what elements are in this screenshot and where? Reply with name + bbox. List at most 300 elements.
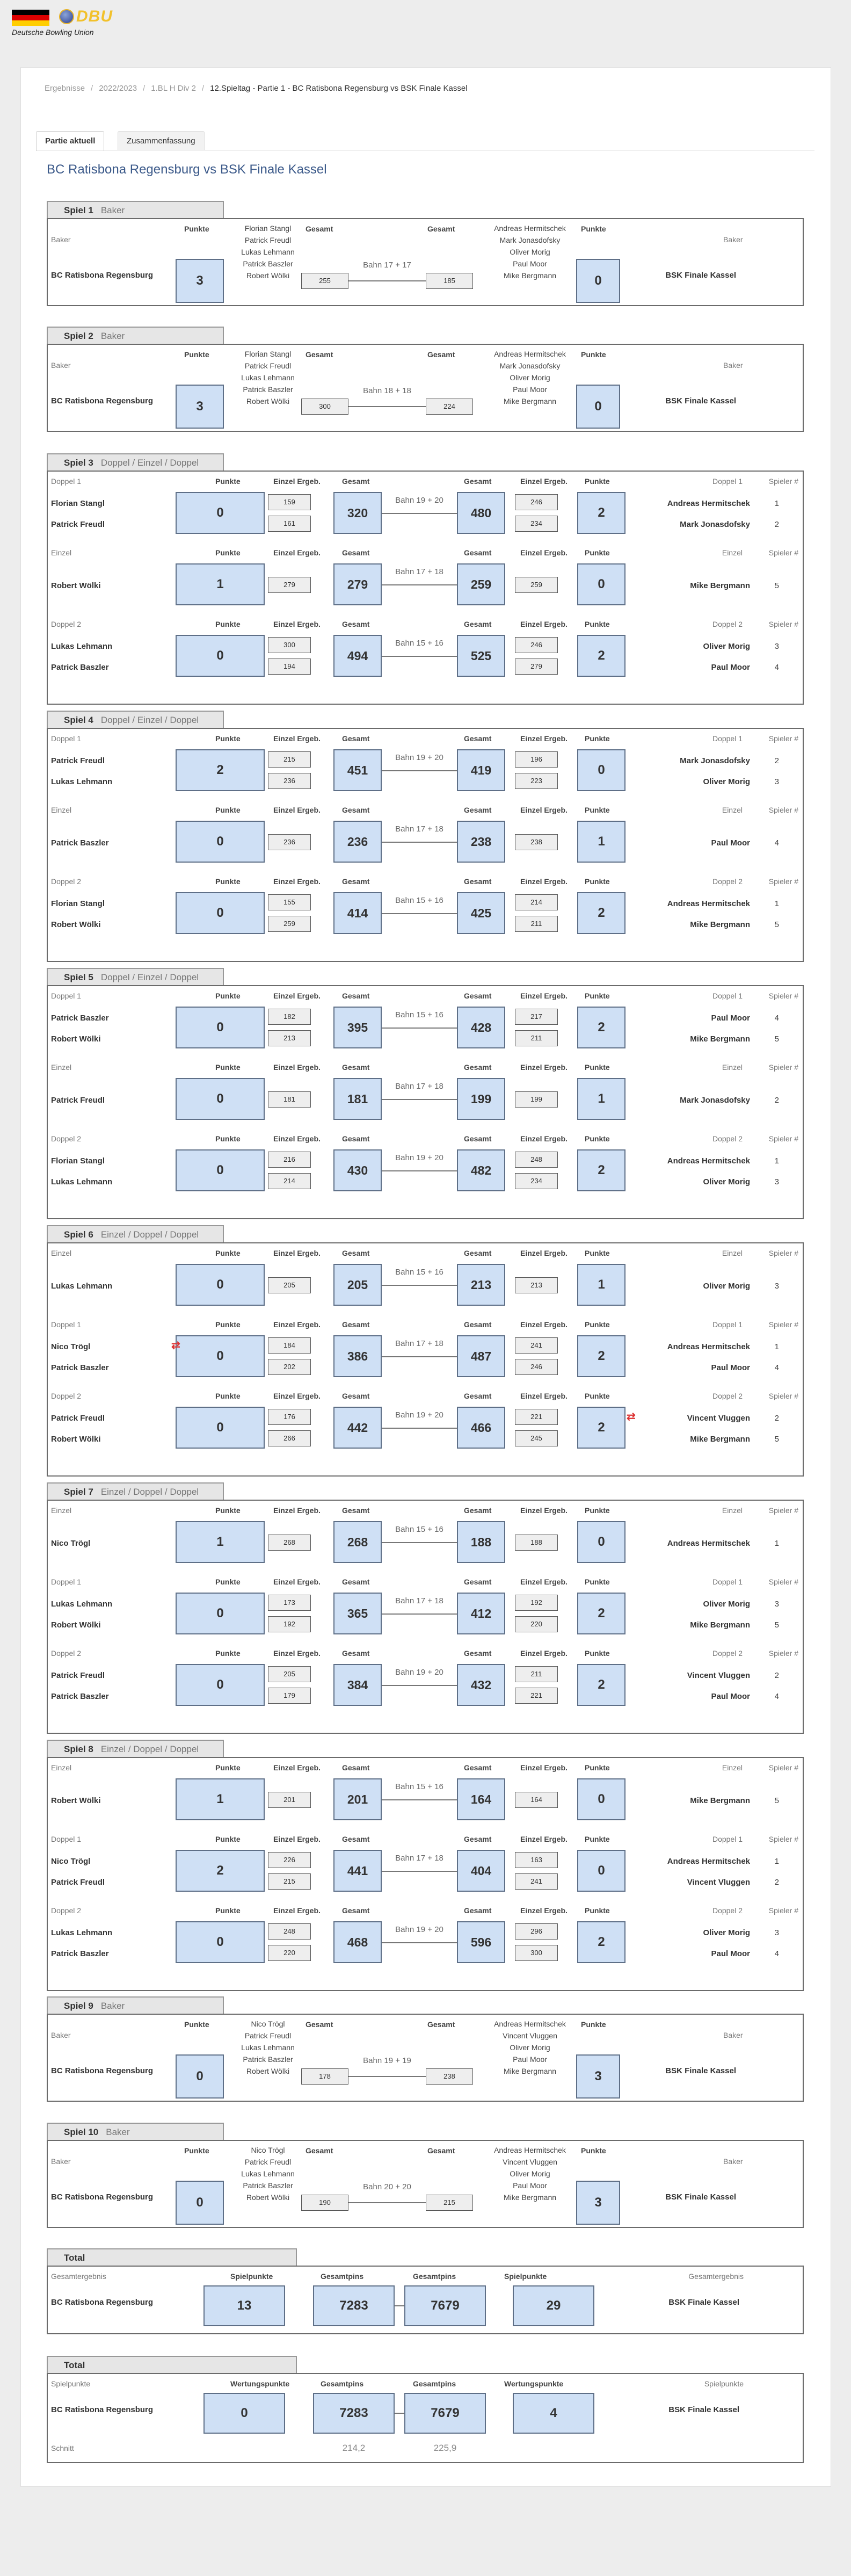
player-name: Mark Jonasdofsky xyxy=(499,236,561,244)
header-gesamt: Gesamt xyxy=(306,2146,333,2155)
spieler-number: 4 xyxy=(774,663,779,672)
away-single-score: 221 xyxy=(515,1409,558,1425)
logo-subtitle: Deutsche Bowling Union xyxy=(12,28,94,37)
home-player-list xyxy=(233,222,303,281)
player-name: Oliver Morig xyxy=(510,2043,550,2052)
home-total-box: 268 xyxy=(333,1521,382,1563)
match-block xyxy=(48,1758,803,1828)
away-single-score: 199 xyxy=(515,1091,558,1108)
home-team-name: BC Ratisbona Regensburg xyxy=(51,2193,154,2202)
away-single-score: 238 xyxy=(515,834,558,850)
total-header xyxy=(47,2248,297,2267)
player-name: Patrick Freudl xyxy=(244,2031,292,2040)
home-player-name: Florian Stangl xyxy=(51,899,105,908)
away-points-box: 1 xyxy=(577,821,625,863)
header-gesamt: Gesamt xyxy=(342,1835,370,1843)
away-points-box: 2 xyxy=(577,1149,625,1191)
dbu-logo[interactable] xyxy=(10,6,117,38)
header-punkte: Punkte xyxy=(585,620,610,628)
player-name: Patrick Baszler xyxy=(243,259,293,268)
block-label: Doppel 1 xyxy=(51,477,82,486)
player-name: Florian Stangl xyxy=(244,350,292,358)
header-einzel: Einzel Ergeb. xyxy=(520,620,568,628)
header-gesamt: Gesamt xyxy=(306,350,333,359)
home-player-name: Florian Stangl xyxy=(51,1156,105,1166)
header-einzel: Einzel Ergeb. xyxy=(273,1506,321,1515)
baker-label: Baker xyxy=(723,2031,743,2039)
home-total-box: 384 xyxy=(333,1664,382,1706)
header-einzel: Einzel Ergeb. xyxy=(273,1649,321,1658)
away-total-box: 185 xyxy=(426,273,473,289)
lanes-label: Bahn 17 + 18 xyxy=(395,1339,443,1348)
away-single-score: 188 xyxy=(515,1535,558,1551)
lanes-label: Bahn 17 + 18 xyxy=(395,1854,443,1863)
away-player-name: Oliver Morig xyxy=(703,1600,750,1609)
away-team-name: BSK Finale Kassel xyxy=(665,271,736,280)
match-block xyxy=(48,1243,803,1313)
spieler-label: Spieler # xyxy=(768,1134,798,1143)
home-single-score: 182 xyxy=(268,1009,311,1025)
mixed-game-body xyxy=(47,1500,804,1734)
lanes-label: Bahn 19 + 20 xyxy=(395,496,443,505)
header-punkte: Punkte xyxy=(215,620,241,628)
home-team-name: BC Ratisbona Regensburg xyxy=(51,2298,154,2307)
match-block xyxy=(48,1901,803,1971)
player-name: Lukas Lehmann xyxy=(241,2043,295,2052)
spieler-label: Spieler # xyxy=(768,1506,798,1515)
header-punkte: Punkte xyxy=(215,1763,241,1772)
header-gesamt: Gesamt xyxy=(306,2020,333,2029)
block-label-right: Doppel 1 xyxy=(712,1578,743,1586)
home-player-name: Patrick Freudl xyxy=(51,520,105,529)
block-label: Doppel 1 xyxy=(51,734,82,743)
total-title: Total xyxy=(64,2360,85,2370)
baker-label: Baker xyxy=(723,2157,743,2166)
match-block xyxy=(48,800,803,870)
header-gesamt: Gesamt xyxy=(427,350,455,359)
away-total-box: 480 xyxy=(457,492,505,534)
block-label-right: Doppel 1 xyxy=(712,992,743,1000)
player-name: Mike Bergmann xyxy=(503,397,557,406)
lanes-label: Bahn 20 + 20 xyxy=(363,2182,411,2191)
header-gesamt: Gesamt xyxy=(342,806,370,814)
away-single-score: 245 xyxy=(515,1430,558,1446)
away-points-box: 2 xyxy=(577,1593,625,1634)
away-points-box: 2 xyxy=(577,1335,625,1377)
game-type: Baker xyxy=(106,2127,130,2137)
away-single-score: 246 xyxy=(515,637,558,653)
away-points-box: 0 xyxy=(577,1521,625,1563)
header-einzel: Einzel Ergeb. xyxy=(520,1134,568,1143)
player-name: Patrick Baszler xyxy=(243,385,293,394)
lanes-label: Bahn 18 + 18 xyxy=(363,386,411,395)
home-single-score: 248 xyxy=(268,1923,311,1940)
home-single-score: 201 xyxy=(268,1792,311,1808)
mixed-game-body xyxy=(47,1757,804,1991)
player-name: Oliver Morig xyxy=(510,2169,550,2178)
home-single-score: 184 xyxy=(268,1337,311,1354)
block-label-right: Einzel xyxy=(722,1763,743,1772)
home-points-box: 1 xyxy=(176,1521,265,1563)
player-name: Patrick Freudl xyxy=(244,361,292,370)
block-label: Einzel xyxy=(51,806,72,814)
player-name: Patrick Baszler xyxy=(243,2181,293,2190)
header-einzel: Einzel Ergeb. xyxy=(273,1063,321,1072)
away-player-name: Mark Jonasdofsky xyxy=(680,520,750,529)
away-player-name: Paul Moor xyxy=(711,838,750,848)
away-points-box: 3 xyxy=(576,2181,620,2225)
spieler-label: Spieler # xyxy=(768,1906,798,1915)
spieler-number: 1 xyxy=(774,1156,779,1166)
player-name: Andreas Hermitschek xyxy=(494,2020,566,2028)
breadcrumb-item[interactable]: Ergebnisse xyxy=(45,84,85,93)
away-points-box: 2 xyxy=(577,1407,625,1449)
away-total-box: 215 xyxy=(426,2195,473,2211)
header-gesamt: Gesamt xyxy=(464,806,492,814)
header-punkte: Punkte xyxy=(585,877,610,886)
home-single-score: 194 xyxy=(268,659,311,675)
player-name: Robert Wölki xyxy=(246,271,290,280)
away-player-name: Vincent Vluggen xyxy=(687,1878,750,1887)
away-points-box: 0 xyxy=(577,1850,625,1892)
match-block xyxy=(48,543,803,613)
home-points-box: 2 xyxy=(176,1850,265,1892)
home-team-name: BC Ratisbona Regensburg xyxy=(51,2066,154,2075)
spieler-label: Spieler # xyxy=(768,1649,798,1658)
away-player-name: Mike Bergmann xyxy=(690,1796,750,1805)
header-gesamt: Gesamt xyxy=(342,1249,370,1257)
connector-line xyxy=(382,584,457,585)
total-row-label: Gesamtergebnis xyxy=(51,2272,106,2281)
home-points-box: 0 xyxy=(176,1407,265,1449)
breadcrumb-item[interactable]: 2022/2023 xyxy=(99,84,137,93)
lanes-label: Bahn 19 + 20 xyxy=(395,1925,443,1934)
home-total-box: 451 xyxy=(333,749,382,791)
total-column-header: Gesamtpins xyxy=(321,2379,364,2388)
header-punkte: Punkte xyxy=(215,992,241,1000)
away-points-box: 2 xyxy=(577,492,625,534)
away-player-name: Paul Moor xyxy=(711,1014,750,1023)
header-gesamt: Gesamt xyxy=(464,992,492,1000)
player-name: Oliver Morig xyxy=(510,373,550,382)
baker-label: Baker xyxy=(723,361,743,370)
header-punkte: Punkte xyxy=(215,806,241,814)
header-einzel: Einzel Ergeb. xyxy=(520,1578,568,1586)
home-player-name: Lukas Lehmann xyxy=(51,1600,113,1609)
spieler-number: 3 xyxy=(774,777,779,786)
spieler-number: 4 xyxy=(774,838,779,848)
header-punkte: Punkte xyxy=(215,1249,241,1257)
header-punkte: Punkte xyxy=(585,806,610,814)
total-box: 7679 xyxy=(404,2285,486,2326)
total-box: 7283 xyxy=(313,2393,395,2434)
header-punkte: Punkte xyxy=(585,477,610,486)
header-gesamt: Gesamt xyxy=(342,548,370,557)
header-punkte: Punkte xyxy=(215,1506,241,1515)
home-player-name: Nico Trögl xyxy=(51,1342,91,1351)
block-label: Einzel xyxy=(51,548,72,557)
away-single-score: 241 xyxy=(515,1873,558,1890)
home-single-score: 226 xyxy=(268,1852,311,1868)
total-row-label-right: Gesamtergebnis xyxy=(688,2272,744,2281)
connector-line xyxy=(382,1099,457,1100)
baker-label: Baker xyxy=(51,2157,71,2166)
away-single-score: 221 xyxy=(515,1688,558,1704)
header-einzel: Einzel Ergeb. xyxy=(273,1835,321,1843)
home-single-score: 155 xyxy=(268,894,311,910)
home-total-box: 414 xyxy=(333,892,382,934)
header-gesamt: Gesamt xyxy=(342,1320,370,1329)
header-einzel: Einzel Ergeb. xyxy=(520,1906,568,1915)
schnitt-label: Schnitt xyxy=(51,2444,74,2452)
game-header xyxy=(47,968,224,986)
connector-line xyxy=(395,2305,404,2306)
player-name: Mike Bergmann xyxy=(503,2193,557,2202)
spieler-number: 5 xyxy=(774,581,779,590)
header-punkte: Punkte xyxy=(215,877,241,886)
mixed-game-body xyxy=(47,471,804,705)
away-player-name: Paul Moor xyxy=(711,1692,750,1701)
connector-line xyxy=(382,1170,457,1171)
home-total-box: 395 xyxy=(333,1007,382,1048)
away-player-name: Mike Bergmann xyxy=(690,920,750,929)
away-single-score: 213 xyxy=(515,1277,558,1293)
away-points-box: 3 xyxy=(576,2054,620,2099)
home-total-box: 201 xyxy=(333,1778,382,1820)
game-header xyxy=(47,711,224,729)
home-points-box: 0 xyxy=(176,1264,265,1306)
player-name: Andreas Hermitschek xyxy=(494,350,566,358)
header-punkte: Punkte xyxy=(215,1906,241,1915)
away-single-score: 246 xyxy=(515,1359,558,1375)
player-name: Paul Moor xyxy=(513,2055,547,2064)
home-total-box: 468 xyxy=(333,1921,382,1963)
away-total-box: 428 xyxy=(457,1007,505,1048)
game-type: Doppel / Einzel / Doppel xyxy=(100,458,199,468)
player-name: Vincent Vluggen xyxy=(503,2031,557,2040)
block-label: Einzel xyxy=(51,1063,72,1072)
header-gesamt: Gesamt xyxy=(342,877,370,886)
home-single-score: 173 xyxy=(268,1595,311,1611)
home-team-name: BC Ratisbona Regensburg xyxy=(51,396,154,406)
total-column-header: Gesamtpins xyxy=(413,2272,456,2281)
away-team-name: BSK Finale Kassel xyxy=(668,2405,739,2414)
block-label-right: Einzel xyxy=(722,806,743,814)
away-total-box: 199 xyxy=(457,1078,505,1120)
away-player-name: Oliver Morig xyxy=(703,1928,750,1937)
spieler-label: Spieler # xyxy=(768,1578,798,1586)
spieler-number: 2 xyxy=(774,1671,779,1680)
header-punkte: Punkte xyxy=(585,1320,610,1329)
total-box: 0 xyxy=(203,2393,285,2434)
home-points-box: 3 xyxy=(176,385,224,429)
block-label: Doppel 2 xyxy=(51,1906,82,1915)
spieler-number: 2 xyxy=(774,756,779,765)
match-title: BC Ratisbona Regensburg vs BSK Finale Kassel xyxy=(47,162,327,177)
home-total-box: 386 xyxy=(333,1335,382,1377)
block-label-right: Einzel xyxy=(722,548,743,557)
game-title: Spiel 4 xyxy=(64,715,93,725)
home-points-box: 0 xyxy=(176,2054,224,2099)
home-single-score: 259 xyxy=(268,916,311,932)
spieler-number: 1 xyxy=(774,1539,779,1548)
header-gesamt: Gesamt xyxy=(427,225,455,233)
away-team-name: BSK Finale Kassel xyxy=(665,2066,736,2075)
match-block xyxy=(48,729,803,799)
header-gesamt: Gesamt xyxy=(342,1063,370,1072)
home-total-box: 190 xyxy=(301,2195,348,2211)
home-points-box: 0 xyxy=(176,1593,265,1634)
spieler-label: Spieler # xyxy=(768,877,798,886)
home-player-name: Lukas Lehmann xyxy=(51,1928,113,1937)
swap-icon: ⇄ xyxy=(171,1340,180,1351)
away-total-box: 425 xyxy=(457,892,505,934)
header-punkte: Punkte xyxy=(585,1249,610,1257)
away-player-name: Paul Moor xyxy=(711,1363,750,1372)
header-gesamt: Gesamt xyxy=(342,734,370,743)
game-title: Spiel 10 xyxy=(64,2127,99,2137)
connector-line xyxy=(382,656,457,657)
match-block xyxy=(48,1386,803,1456)
spieler-label: Spieler # xyxy=(768,1249,798,1257)
match-block xyxy=(48,986,803,1056)
home-points-box: 1 xyxy=(176,563,265,605)
header-einzel: Einzel Ergeb. xyxy=(273,734,321,743)
lanes-label: Bahn 19 + 19 xyxy=(363,2056,411,2065)
connector-line xyxy=(382,1871,457,1872)
header-gesamt: Gesamt xyxy=(306,225,333,233)
lanes-label: Bahn 17 + 18 xyxy=(395,1082,443,1091)
header-punkte: Punkte xyxy=(215,1063,241,1072)
lanes-label: Bahn 17 + 17 xyxy=(363,261,411,270)
block-label: Doppel 2 xyxy=(51,620,82,628)
away-total-box: 238 xyxy=(426,2068,473,2085)
spieler-number: 3 xyxy=(774,1928,779,1937)
home-single-score: 268 xyxy=(268,1535,311,1551)
header-punkte: Punkte xyxy=(581,2020,606,2029)
schnitt-away: 225,9 xyxy=(433,2443,457,2453)
home-total-box: 365 xyxy=(333,1593,382,1634)
total-header xyxy=(47,2356,297,2374)
header-einzel: Einzel Ergeb. xyxy=(520,734,568,743)
lanes-label: Bahn 15 + 16 xyxy=(395,639,443,648)
header-gesamt: Gesamt xyxy=(464,877,492,886)
total-column-header: Spielpunkte xyxy=(230,2272,273,2281)
mixed-game-body xyxy=(47,985,804,1219)
block-label: Doppel 1 xyxy=(51,1835,82,1843)
home-single-score: 159 xyxy=(268,494,311,510)
total-body xyxy=(47,2373,804,2463)
spieler-number: 5 xyxy=(774,1620,779,1630)
home-player-name: Lukas Lehmann xyxy=(51,642,113,651)
home-points-box: 3 xyxy=(176,259,224,303)
spieler-number: 1 xyxy=(774,1342,779,1351)
away-points-box: 0 xyxy=(577,1778,625,1820)
header-punkte: Punkte xyxy=(585,1578,610,1586)
header-einzel: Einzel Ergeb. xyxy=(273,548,321,557)
block-label-right: Doppel 2 xyxy=(712,1906,743,1915)
home-total-box: 494 xyxy=(333,635,382,677)
away-single-score: 211 xyxy=(515,1030,558,1046)
home-total-box: 442 xyxy=(333,1407,382,1449)
game-title: Spiel 2 xyxy=(64,331,93,341)
spieler-label: Spieler # xyxy=(768,806,798,814)
block-label: Einzel xyxy=(51,1249,72,1257)
away-total-box: 487 xyxy=(457,1335,505,1377)
home-points-box: 1 xyxy=(176,1778,265,1820)
away-total-box: 259 xyxy=(457,563,505,605)
baker-label: Baker xyxy=(51,235,71,244)
block-label-right: Doppel 1 xyxy=(712,734,743,743)
header-punkte: Punkte xyxy=(585,548,610,557)
player-name: Oliver Morig xyxy=(510,248,550,256)
block-label-right: Einzel xyxy=(722,1506,743,1515)
connector-line xyxy=(382,1542,457,1543)
bowling-ball-icon xyxy=(59,9,74,24)
away-player-name: Andreas Hermitschek xyxy=(667,499,750,508)
home-single-score: 220 xyxy=(268,1945,311,1961)
header-punkte: Punkte xyxy=(215,1392,241,1400)
lanes-label: Bahn 15 + 16 xyxy=(395,1268,443,1277)
away-player-name: Mike Bergmann xyxy=(690,581,750,590)
home-single-score: 236 xyxy=(268,834,311,850)
away-single-score: 246 xyxy=(515,494,558,510)
tab-partie-aktuell[interactable]: Partie aktuell xyxy=(36,131,104,151)
connector-line xyxy=(382,1799,457,1800)
home-total-box: 178 xyxy=(301,2068,348,2085)
home-single-score: 213 xyxy=(268,1030,311,1046)
player-name: Lukas Lehmann xyxy=(241,373,295,382)
header-punkte: Punkte xyxy=(184,2020,209,2029)
spieler-label: Spieler # xyxy=(768,1763,798,1772)
header-punkte: Punkte xyxy=(581,2146,606,2155)
header-gesamt: Gesamt xyxy=(464,1134,492,1143)
header-einzel: Einzel Ergeb. xyxy=(273,1763,321,1772)
away-player-name: Oliver Morig xyxy=(703,642,750,651)
total-body xyxy=(47,2266,804,2334)
header-einzel: Einzel Ergeb. xyxy=(520,1063,568,1072)
away-points-box: 2 xyxy=(577,892,625,934)
header-punkte: Punkte xyxy=(585,1835,610,1843)
home-single-score: 161 xyxy=(268,516,311,532)
tab-zusammenfassung[interactable]: Zusammenfassung xyxy=(118,131,205,150)
away-player-name: Vincent Vluggen xyxy=(687,1414,750,1423)
away-total-box: 404 xyxy=(457,1850,505,1892)
header-gesamt: Gesamt xyxy=(427,2146,455,2155)
lanes-label: Bahn 15 + 16 xyxy=(395,1525,443,1534)
away-single-score: 217 xyxy=(515,1009,558,1025)
game-title: Spiel 9 xyxy=(64,2001,93,2011)
away-points-box: 1 xyxy=(577,1078,625,1120)
breadcrumb-item[interactable]: 1.BL H Div 2 xyxy=(151,84,196,93)
block-label-right: Doppel 2 xyxy=(712,1392,743,1400)
away-total-box: 525 xyxy=(457,635,505,677)
home-player-name: Lukas Lehmann xyxy=(51,1177,113,1186)
header-gesamt: Gesamt xyxy=(464,1249,492,1257)
home-single-score: 202 xyxy=(268,1359,311,1375)
lanes-label: Bahn 15 + 16 xyxy=(395,1010,443,1019)
away-single-score: 234 xyxy=(515,516,558,532)
block-label: Doppel 2 xyxy=(51,877,82,886)
game-title: Spiel 1 xyxy=(64,205,93,215)
away-single-score: 163 xyxy=(515,1852,558,1868)
spieler-number: 5 xyxy=(774,920,779,929)
game-title: Spiel 7 xyxy=(64,1487,93,1497)
header-einzel: Einzel Ergeb. xyxy=(520,1392,568,1400)
game-header xyxy=(47,453,224,472)
connector-line xyxy=(348,2202,426,2203)
away-player-name: Mark Jonasdofsky xyxy=(680,756,750,765)
